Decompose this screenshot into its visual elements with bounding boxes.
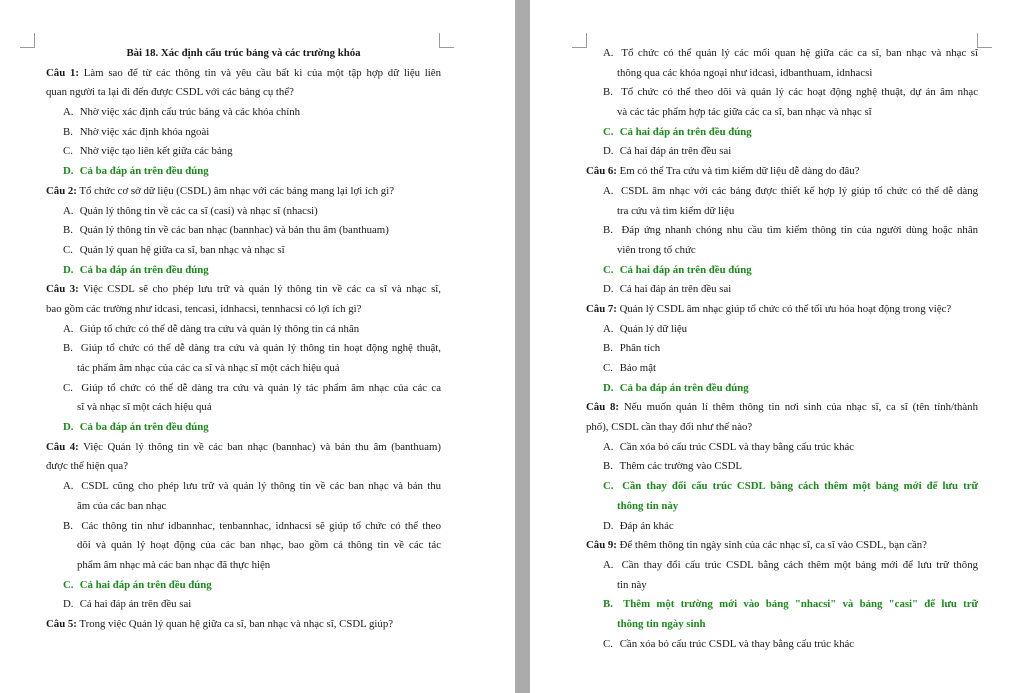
q7-option-a: A. Quản lý dữ liệu xyxy=(603,322,688,335)
q9-option-a-cont: tin này xyxy=(617,578,647,591)
q8-option-b: B. Thêm các trường vào CSDL xyxy=(603,460,743,473)
page-corner-mark xyxy=(20,33,35,48)
question-7: Câu 7: Quản lý CSDL âm nhạc giúp tổ chức có thể tối ưu hóa hoạt động trong việc? xyxy=(586,302,952,315)
q4-option-b: B. Các thông tin như idbannhac, tenbannhac, idnhacsi sẽ giúp tổ chức có thể theo xyxy=(63,519,441,532)
q5-option-c-correct: C. Cả hai đáp án trên đều đúng xyxy=(603,125,752,138)
q3-option-b-cont: tác phẩm âm nhạc của các ca sĩ và nhạc sĩ một cách hiệu quả xyxy=(77,362,340,374)
document-page-left xyxy=(0,0,515,693)
q5-option-a: A. Tổ chức có thể quản lý các mối quan hệ giữa các ca sĩ, ban nhạc và nhạc sĩ xyxy=(603,47,978,59)
q5-option-b: B. Tổ chức có thể theo dõi và quản lý các hoạt động nghệ thuật, dự án âm nhạc xyxy=(603,86,978,99)
question-9: Câu 9: Để thêm thông tin ngày sinh của các nhạc sĩ, ca sĩ vào CSDL, bạn cần? xyxy=(586,539,927,552)
q6-option-d: D. Cả hai đáp án trên đều sai xyxy=(603,283,732,296)
q2-option-b: B. Quản lý thông tin về các ban nhạc (bannhac) và bản thu âm (banthuam) xyxy=(63,224,389,237)
question-2: Câu 2: Tổ chức cơ sở dữ liệu (CSDL) âm nhạc với các bảng mang lại lợi ích gì? xyxy=(46,184,394,197)
q4-option-d: D. Cả hai đáp án trên đều sai xyxy=(63,598,192,611)
document-page-right xyxy=(530,0,1033,693)
q4-option-b-cont2: phẩm âm nhạc mà các ban nhạc đã thực hiện xyxy=(77,558,271,571)
page-corner-mark xyxy=(977,33,992,48)
q6-option-b: B. Đáp ứng nhanh chóng nhu cầu tìm kiếm thông tin của người dùng hoặc nhân xyxy=(603,224,978,237)
q8-option-d: D. Đáp án khác xyxy=(603,519,674,532)
q1-option-c: C. Nhờ việc tạo liên kết giữa các bảng xyxy=(63,145,233,158)
question-4-cont: được thể hiện qua? xyxy=(46,460,129,473)
question-6: Câu 6: Em có thể Tra cứu và tìm kiếm dữ liệu dễ dàng do đâu? xyxy=(586,165,860,178)
q3-option-b: B. Giúp tổ chức có thể dễ dàng tra cứu và quản lý thông tin hoạt động nghệ thuật, xyxy=(63,342,441,355)
page-corner-mark xyxy=(439,33,454,48)
q4-option-b-cont: dõi và quản lý hoạt động của các ban nhạc, bao gồm cả thông tin về các tác xyxy=(77,539,441,552)
q2-option-d-correct: D. Cả ba đáp án trên đều đúng xyxy=(63,263,209,276)
q8-option-c-cont: thông tin này xyxy=(617,499,679,512)
q3-option-a: A. Giúp tổ chức có thể dễ dàng tra cứu và quản lý thông tin cá nhân xyxy=(63,322,360,335)
q2-option-c: C. Quản lý quan hệ giữa ca sĩ, ban nhạc và nhạc sĩ xyxy=(63,243,285,256)
q7-option-b: B. Phân tích xyxy=(603,342,661,355)
q1-option-d-correct: D. Cả ba đáp án trên đều đúng xyxy=(63,165,209,178)
question-8-cont: phố), CSDL cần thay đổi như thế nào? xyxy=(586,421,753,434)
question-1: Câu 1: Làm sao để từ các thông tin và yêu cầu bất kì của một tập hợp dữ liệu liên xyxy=(46,66,441,79)
page-content xyxy=(46,44,441,635)
question-5: Câu 5: Trong việc Quản lý quan hệ giữa ca sĩ, ban nhạc và nhạc sĩ, CSDL giúp? xyxy=(46,617,394,630)
question-3-cont: bao gồm các trường như idcasi, tencasi, idnhacsi, tennhacsi có lợi ích gì? xyxy=(46,302,362,315)
q6-option-a-cont: tra cứu và tìm kiếm dữ liệu xyxy=(617,204,735,217)
q9-option-a: A. Cần thay đổi cấu trúc CSDL bằng cách thêm một bảng mới để lưu trữ thông xyxy=(603,558,978,571)
q5-option-a-cont: thông qua các khóa ngoại như idcasi, idbanthuam, idnhacsi xyxy=(617,66,873,79)
q3-option-d-correct: D. Cả ba đáp án trên đều đúng xyxy=(63,421,209,434)
q8-option-a: A. Cần xóa bỏ cấu trúc CSDL và thay bằng cấu trúc khác xyxy=(603,440,855,453)
question-3: Câu 3: Việc CSDL sẽ cho phép lưu trữ và quản lý thông tin về các ca sĩ và nhạc sĩ, xyxy=(46,283,441,296)
q3-option-c-cont: sĩ và nhạc sĩ một cách hiệu quả xyxy=(77,401,212,414)
page-content xyxy=(586,44,978,654)
q6-option-a: A. CSDL âm nhạc với các bảng được thiết kế hợp lý giúp tổ chức có thể dễ dàng xyxy=(603,184,978,197)
q5-option-d: D. Cả hai đáp án trên đều sai xyxy=(603,145,732,158)
q1-option-a: A. Nhờ việc xác định cấu trúc bảng và các khóa chính xyxy=(63,106,301,119)
q9-option-c: C. Cần xóa bỏ cấu trúc CSDL và thay bằng cấu trúc khác xyxy=(603,637,855,650)
q1-option-b: B. Nhờ việc xác định khóa ngoài xyxy=(63,125,210,138)
page-corner-mark xyxy=(572,33,587,48)
question-1-cont: quan người ta lại đi đến được CSDL với các bảng cụ thể? xyxy=(46,86,294,99)
q5-option-b-cont: và các tác phẩm hợp tác giữa các ca sĩ, ban nhạc và nhạc sĩ xyxy=(617,106,872,119)
question-8: Câu 8: Nếu muốn quản lí thêm thông tin nơi sinh của nhạc sĩ, ca sĩ (tên tỉnh/thành xyxy=(586,401,978,414)
q9-option-b-correct: B. Thêm một trường mới vào bảng "nhacsi" và bảng "casi" để lưu trữ xyxy=(603,598,978,611)
q4-option-c-correct: C. Cả hai đáp án trên đều đúng xyxy=(63,578,212,591)
q9-option-b-cont: thông tin ngày sinh xyxy=(617,617,706,630)
q6-option-b-cont: viên trong tổ chức xyxy=(617,243,696,256)
q6-option-c-correct: C. Cả hai đáp án trên đều đúng xyxy=(603,263,752,276)
q8-option-c-correct: C. Cần thay đổi cấu trúc CSDL bằng cách thêm một bảng mới để lưu trữ xyxy=(603,480,978,493)
q3-option-c: C. Giúp tổ chức có thể dễ dàng tra cứu và quản lý tác phẩm âm nhạc của các ca xyxy=(63,381,441,394)
q7-option-c: C. Bảo mật xyxy=(603,362,656,374)
q2-option-a: A. Quản lý thông tin về các ca sĩ (casi) và nhạc sĩ (nhacsi) xyxy=(63,204,318,217)
q4-option-a: A. CSDL cũng cho phép lưu trữ và quản lý thông tin về các ban nhạc và bản thu xyxy=(63,480,441,493)
lesson-title: Bài 18. Xác định cấu trúc bảng và các trường khóa xyxy=(126,47,361,59)
q7-option-d-correct: D. Cả ba đáp án trên đều đúng xyxy=(603,381,749,394)
q4-option-a-cont: âm của các ban nhạc xyxy=(77,499,167,512)
question-4: Câu 4: Việc Quản lý thông tin về các ban nhạc (bannhac) và bản thu âm (banthuam) xyxy=(46,440,441,453)
